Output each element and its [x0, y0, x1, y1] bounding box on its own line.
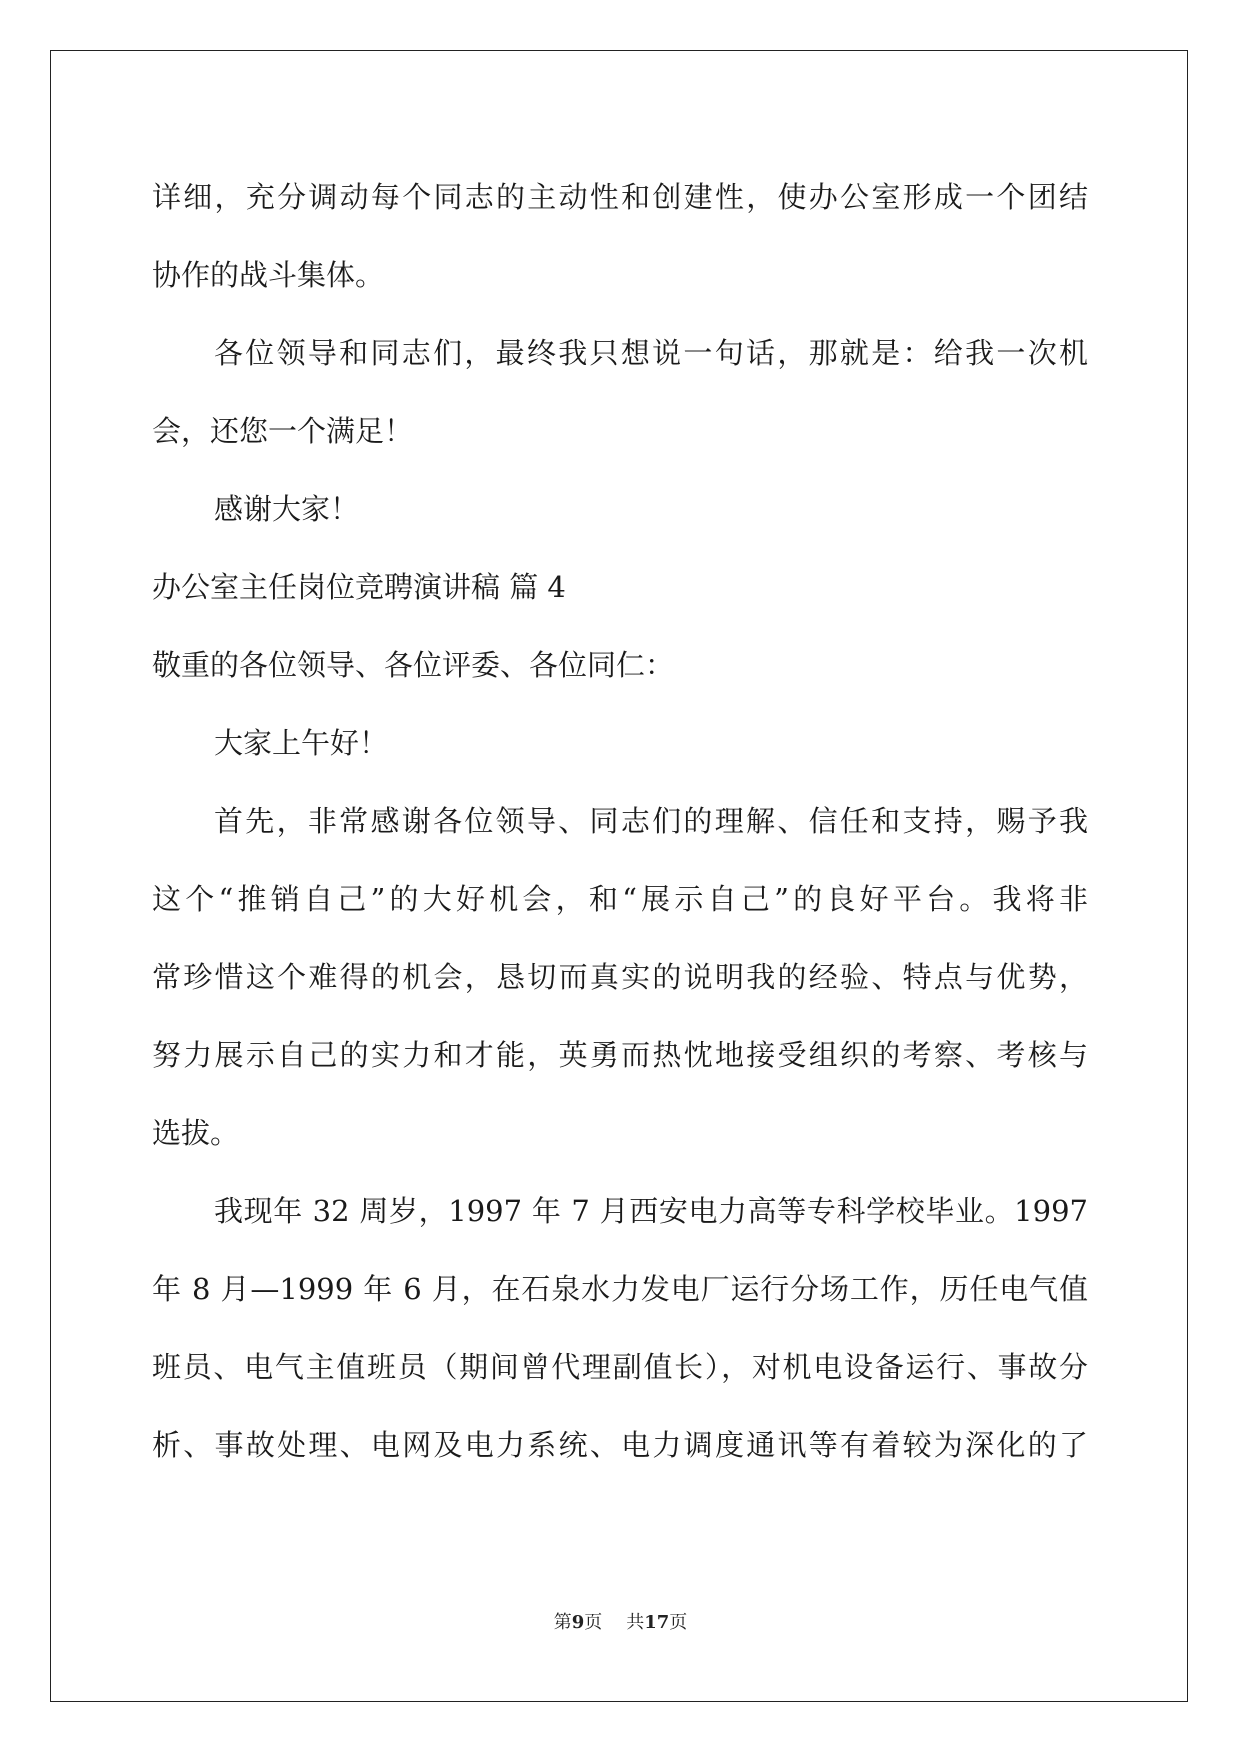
text-line: 努力展示自己的实力和才能，英勇而热忱地接受组织的考察、考核与 [152, 1038, 1088, 1072]
section-heading: 办公室主任岗位竞聘演讲稿 篇 4 [152, 570, 566, 604]
text-line: 协作的战斗集体。 [152, 258, 385, 292]
text-line: 年 8 月—1999 年 6 月，在石泉水力发电厂运行分场工作，历任电气值 [152, 1272, 1088, 1306]
text-line: 这个“推销自己”的大好机会，和“展示自己”的良好平台。我将非 [152, 882, 1088, 916]
text-line: 各位领导和同志们，最终我只想说一句话，那就是：给我一次机 [214, 336, 1088, 370]
text-line: 选拔。 [152, 1116, 240, 1150]
footer-page-suffix: 页 [584, 1612, 603, 1633]
text-line: 班员、电气主值班员（期间曾代理副值长），对机电设备运行、事故分 [152, 1350, 1088, 1384]
page-footer [0, 1608, 1241, 1634]
text-line: 感谢大家！ [214, 492, 360, 526]
footer-total-prefix: 共 [626, 1612, 645, 1633]
page-number: 9 [571, 1612, 585, 1633]
text-line: 详细，充分调动每个同志的主动性和创建性，使办公室形成一个团结 [152, 180, 1088, 214]
salutation: 敬重的各位领导、各位评委、各位同仁： [152, 648, 675, 682]
text-line: 会，还您一个满足！ [152, 414, 414, 448]
document-body [152, 158, 1088, 1484]
text-line: 我现年 32 周岁，1997 年 7 月西安电力高等专科学校毕业。1997 [214, 1194, 1088, 1228]
footer-total-suffix: 页 [669, 1612, 688, 1633]
total-pages: 17 [644, 1612, 670, 1633]
text-line: 大家上午好！ [214, 726, 389, 760]
text-line: 首先，非常感谢各位领导、同志们的理解、信任和支持，赐予我 [214, 804, 1088, 838]
text-line: 常珍惜这个难得的机会，恳切而真实的说明我的经验、特点与优势， [152, 960, 1088, 994]
text-line: 析、事故处理、电网及电力系统、电力调度通讯等有着较为深化的了 [152, 1428, 1088, 1462]
footer-prefix: 第 [553, 1612, 572, 1633]
